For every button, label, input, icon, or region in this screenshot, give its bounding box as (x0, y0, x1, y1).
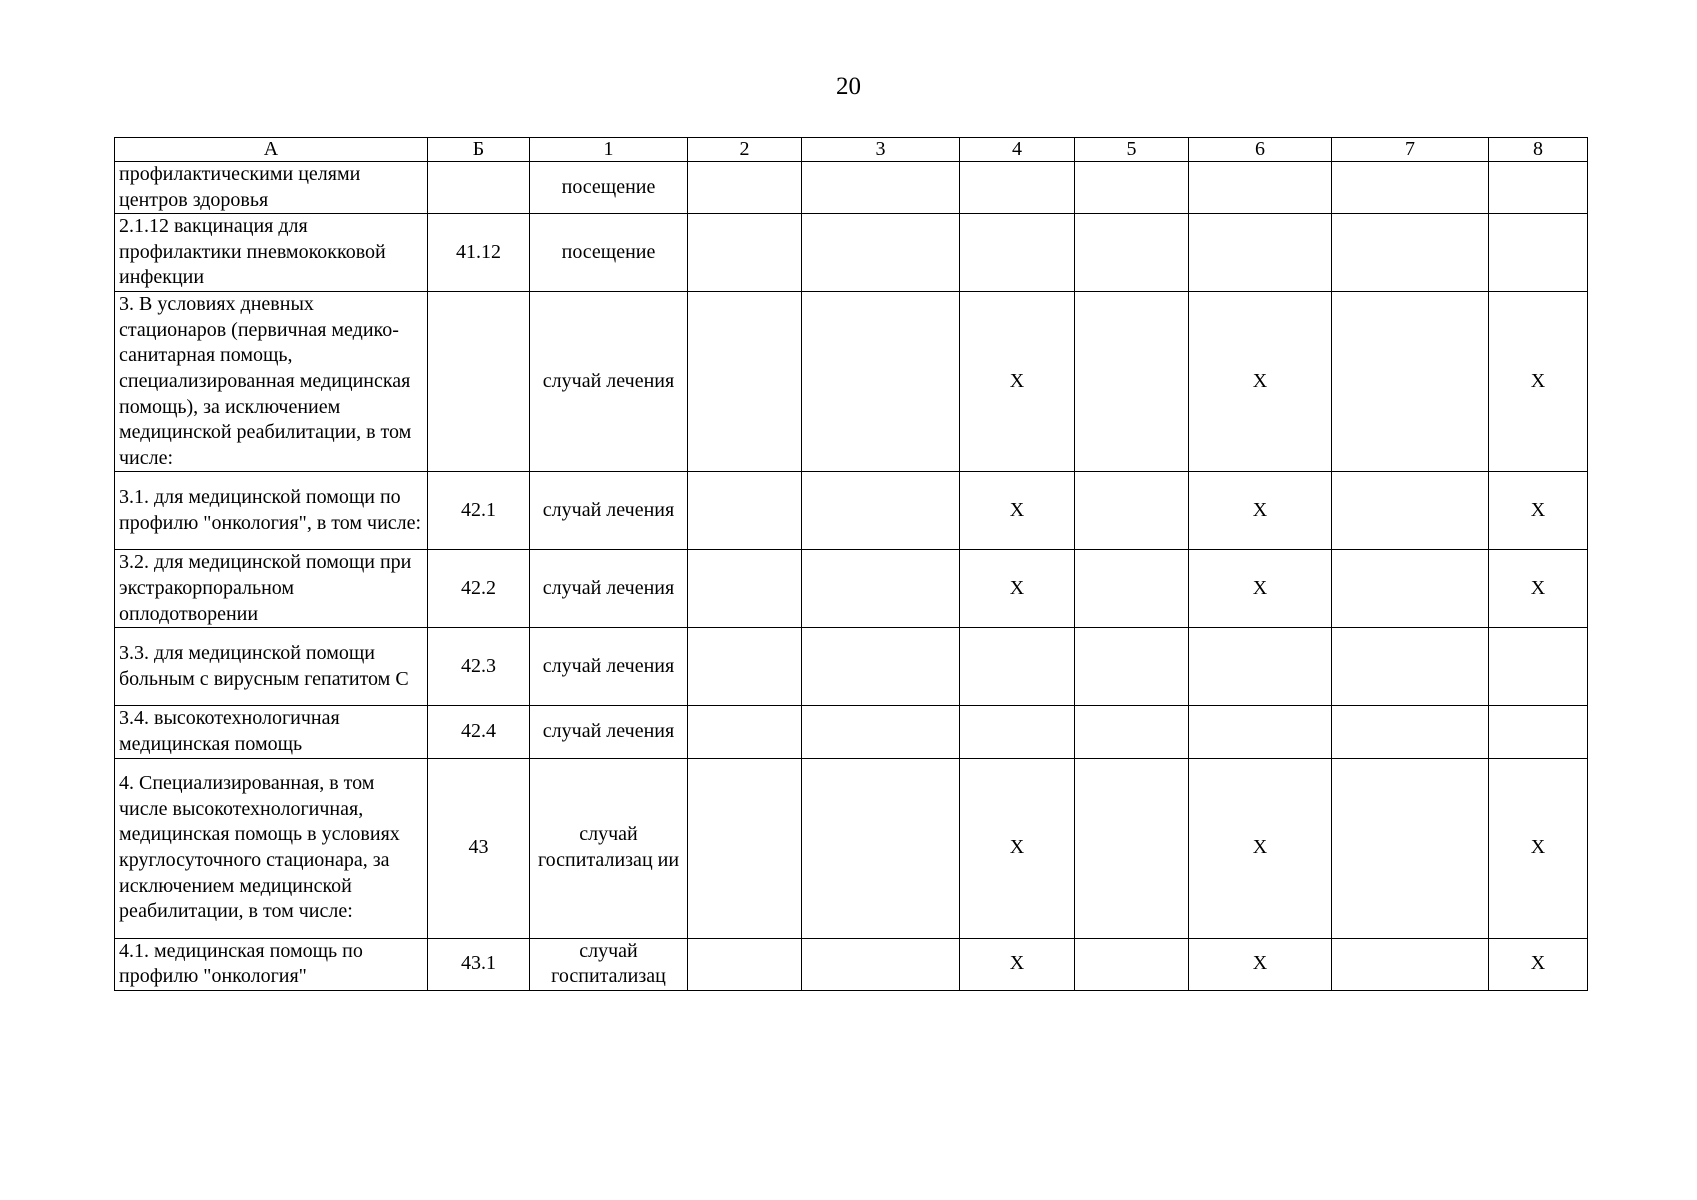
row-unit: случай лечения (530, 628, 688, 706)
row-value-col-4: Х (960, 938, 1075, 990)
table-body (115, 162, 1588, 991)
header-row (115, 138, 1588, 162)
row-code: 43.1 (428, 938, 530, 990)
table-row (115, 758, 1588, 938)
row-value-col-8 (1489, 706, 1588, 758)
row-value-col-2 (688, 706, 802, 758)
row-value-col-3 (802, 162, 960, 214)
row-value-col-4 (960, 706, 1075, 758)
row-value-col-5 (1075, 706, 1189, 758)
table-row (115, 706, 1588, 758)
row-description: 4. Специализированная, в том числе высокотехнологичная, медицинская помощь в условиях круглосуточного стационара, за исключением медицинской реабилитации, в том числе: (115, 758, 428, 938)
row-value-col-3 (802, 550, 960, 628)
row-value-col-5 (1075, 472, 1189, 550)
table-row (115, 550, 1588, 628)
row-value-col-6: Х (1189, 472, 1332, 550)
column-header-3: 3 (802, 138, 960, 162)
row-value-col-2 (688, 162, 802, 214)
row-value-col-3 (802, 472, 960, 550)
row-value-col-4: Х (960, 472, 1075, 550)
data-table (114, 137, 1588, 991)
row-value-col-6: Х (1189, 292, 1332, 472)
row-value-col-2 (688, 292, 802, 472)
row-value-col-4: Х (960, 292, 1075, 472)
column-header-5: 5 (1075, 138, 1189, 162)
table-row (115, 292, 1588, 472)
row-value-col-5 (1075, 758, 1189, 938)
row-code: 42.3 (428, 628, 530, 706)
row-code: 41.12 (428, 214, 530, 292)
row-unit: случай лечения (530, 292, 688, 472)
row-value-col-2 (688, 550, 802, 628)
row-value-col-8: Х (1489, 758, 1588, 938)
row-code: 42.1 (428, 472, 530, 550)
row-value-col-8: Х (1489, 550, 1588, 628)
row-value-col-7 (1332, 472, 1489, 550)
row-value-col-2 (688, 472, 802, 550)
table-row (115, 628, 1588, 706)
row-value-col-2 (688, 938, 802, 990)
table-row (115, 214, 1588, 292)
row-code: 42.4 (428, 706, 530, 758)
row-value-col-4: Х (960, 550, 1075, 628)
row-value-col-3 (802, 214, 960, 292)
row-value-col-4 (960, 628, 1075, 706)
row-description: 3.3. для медицинской помощи больным с вирусным гепатитом С (115, 628, 428, 706)
column-header-7: 7 (1332, 138, 1489, 162)
row-value-col-7 (1332, 550, 1489, 628)
row-value-col-4: Х (960, 758, 1075, 938)
row-value-col-8: Х (1489, 938, 1588, 990)
page-number: 20 (836, 73, 861, 100)
row-code: 43 (428, 758, 530, 938)
row-value-col-2 (688, 758, 802, 938)
row-description: 3.4. высокотехнологичная медицинская помощь (115, 706, 428, 758)
row-description: 3.2. для медицинской помощи при экстракорпоральном оплодотворении (115, 550, 428, 628)
row-value-col-2 (688, 214, 802, 292)
row-value-col-2 (688, 628, 802, 706)
column-header-6: 6 (1189, 138, 1332, 162)
row-value-col-6: Х (1189, 758, 1332, 938)
row-description: 3. В условиях дневных стационаров (первичная медико-санитарная помощь, специализированная медицинская помощь), за исключением медицинской реабилитации, в том числе: (115, 292, 428, 472)
row-value-col-7 (1332, 758, 1489, 938)
column-header-4: 4 (960, 138, 1075, 162)
row-value-col-4 (960, 214, 1075, 292)
row-value-col-3 (802, 938, 960, 990)
column-header-8: 8 (1489, 138, 1588, 162)
row-code (428, 162, 530, 214)
row-value-col-6 (1189, 706, 1332, 758)
row-value-col-8 (1489, 162, 1588, 214)
row-value-col-5 (1075, 938, 1189, 990)
row-description: 2.1.12 вакцинация для профилактики пневмококковой инфекции (115, 214, 428, 292)
row-description: 4.1. медицинская помощь по профилю "онкология" (115, 938, 428, 990)
table-row (115, 472, 1588, 550)
row-code: 42.2 (428, 550, 530, 628)
row-value-col-8 (1489, 628, 1588, 706)
column-header-b: Б (428, 138, 530, 162)
row-value-col-5 (1075, 292, 1189, 472)
column-header-1: 1 (530, 138, 688, 162)
row-value-col-3 (802, 292, 960, 472)
row-unit: случай лечения (530, 550, 688, 628)
table-row (115, 162, 1588, 214)
row-unit: случай лечения (530, 472, 688, 550)
row-value-col-6 (1189, 214, 1332, 292)
row-value-col-7 (1332, 162, 1489, 214)
row-value-col-6: Х (1189, 938, 1332, 990)
row-value-col-6 (1189, 162, 1332, 214)
row-description: профилактическими целями центров здоровья (115, 162, 428, 214)
row-value-col-8: Х (1489, 472, 1588, 550)
row-value-col-5 (1075, 628, 1189, 706)
row-value-col-4 (960, 162, 1075, 214)
row-value-col-5 (1075, 214, 1189, 292)
row-unit: посещение (530, 162, 688, 214)
column-header-2: 2 (688, 138, 802, 162)
row-value-col-8: Х (1489, 292, 1588, 472)
column-header-a: А (115, 138, 428, 162)
row-description: 3.1. для медицинской помощи по профилю "онкология", в том числе: (115, 472, 428, 550)
row-value-col-3 (802, 758, 960, 938)
row-value-col-6 (1189, 628, 1332, 706)
row-value-col-8 (1489, 214, 1588, 292)
row-unit: случай лечения (530, 706, 688, 758)
row-value-col-7 (1332, 938, 1489, 990)
row-value-col-5 (1075, 162, 1189, 214)
table-row (115, 938, 1588, 990)
row-value-col-6: Х (1189, 550, 1332, 628)
row-value-col-7 (1332, 292, 1489, 472)
row-unit: посещение (530, 214, 688, 292)
row-value-col-5 (1075, 550, 1189, 628)
row-unit: случай госпитализац (530, 938, 688, 990)
row-value-col-7 (1332, 706, 1489, 758)
row-value-col-7 (1332, 628, 1489, 706)
row-code (428, 292, 530, 472)
row-value-col-3 (802, 706, 960, 758)
row-unit: случай госпитализац ии (530, 758, 688, 938)
row-value-col-7 (1332, 214, 1489, 292)
row-value-col-3 (802, 628, 960, 706)
